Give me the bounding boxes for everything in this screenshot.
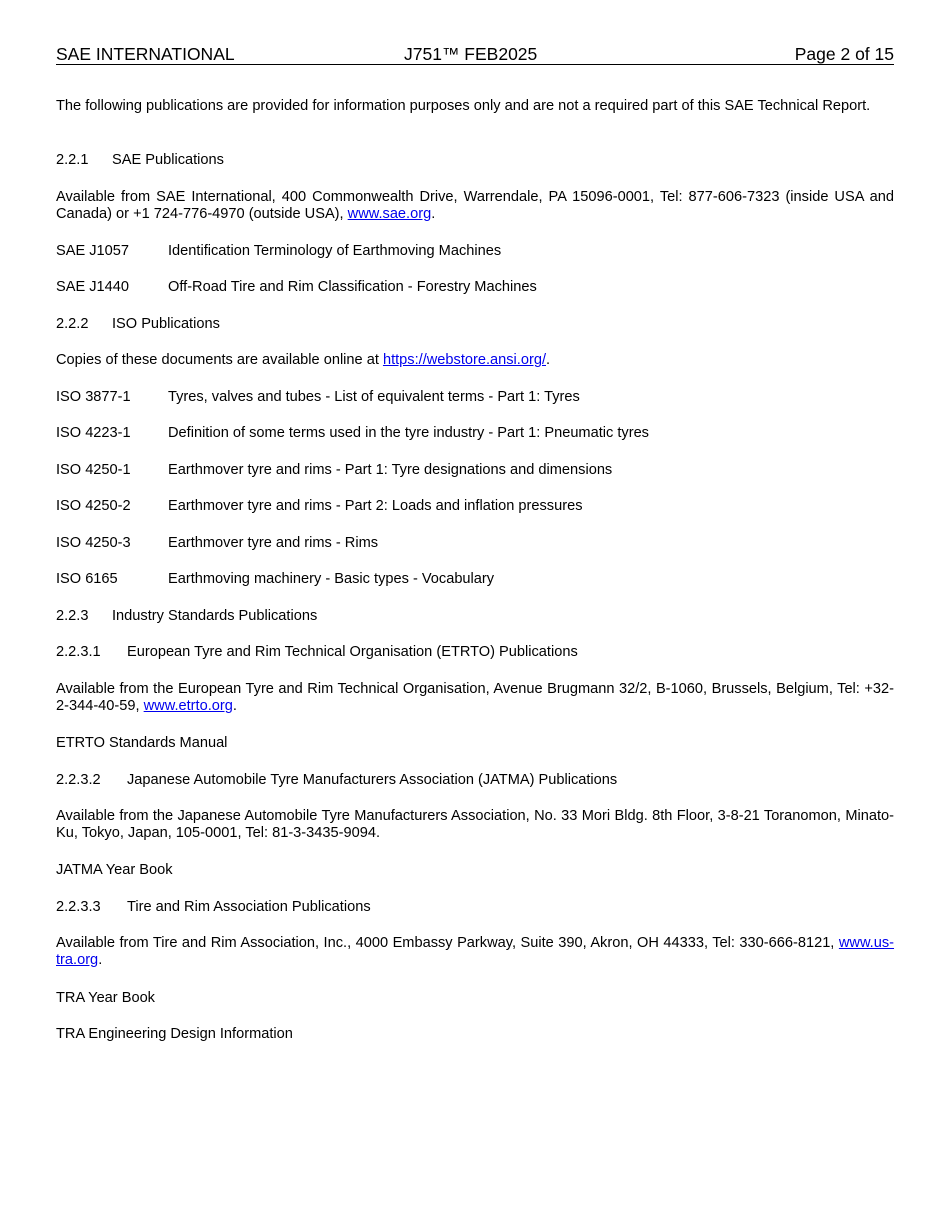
period: . [98,952,103,968]
reference-row [56,425,894,442]
section-number: 2.2.1 [56,152,89,168]
header-page-number: Page 2 of 15 [794,44,894,64]
section-heading-2-2-1 [56,152,894,169]
publication-item: JATMA Year Book [56,862,173,878]
reference-code: SAE J1440 [56,279,130,295]
etrto-link[interactable]: www.etrto.org [143,698,233,714]
jatma-availability: Available from the Japanese Automobile Tyre Manufacturers Association, No. 33 Mori Bldg. 8th Floor, 3-8-21 Toranomon, Minato-Ku, Tokyo, Japan, 105-0001, Tel: 81-3-3435-9094. [56,808,894,841]
page-header [56,44,894,65]
tra-link[interactable]: www.us-tra.org [56,935,895,968]
reference-code: SAE J1057 [56,243,130,259]
publication-item: TRA Year Book [56,990,155,1006]
reference-code: ISO 3877-1 [56,389,131,405]
section-number: 2.2.2 [56,316,89,332]
section-title: ISO Publications [112,316,220,332]
reference-title: Identification Terminology of Earthmoving Machines [168,243,502,259]
reference-row [56,535,894,552]
tra-availability-text: Available from Tire and Rim Association, Inc., 4000 Embassy Parkway, Suite 390, Akron, OH 44333, Tel: 330-666-8121, [56,935,835,951]
reference-code: ISO 4250-1 [56,462,131,478]
reference-code: ISO 4250-2 [56,498,131,514]
publication-item: ETRTO Standards Manual [56,735,228,751]
period: . [232,698,237,714]
reference-code: ISO 4250-3 [56,535,131,551]
publication-item: TRA Engineering Design Information [56,1026,293,1042]
sae-availability [56,189,894,223]
reference-row [56,498,894,515]
section-title: Industry Standards Publications [112,608,318,624]
reference-title: Earthmoving machinery - Basic types - Vocabulary [168,571,495,587]
reference-row [56,389,894,406]
section-heading-2-2-3-1 [56,644,894,661]
section-heading-2-2-3-2 [56,772,894,789]
reference-row [56,462,894,479]
section-title: Japanese Automobile Tyre Manufacturers Association (JATMA) Publications [127,772,618,788]
etrto-availability [56,681,894,715]
header-org: SAE INTERNATIONAL [56,44,235,64]
ansi-link[interactable]: https://webstore.ansi.org/ [382,352,546,368]
section-number: 2.2.3 [56,608,89,624]
reference-title: Earthmover tyre and rims - Rims [168,535,379,551]
section-number: 2.2.3.1 [56,644,101,660]
sae-link[interactable]: www.sae.org [347,206,432,222]
reference-row [56,279,894,296]
iso-availability-text: Copies of these documents are available online at [56,352,379,368]
header-doc-id: J751™ FEB2025 [404,44,538,64]
reference-row [56,571,894,588]
reference-title: Earthmover tyre and rims - Part 2: Loads and inflation pressures [168,498,583,514]
reference-title: Off-Road Tire and Rim Classification - Forestry Machines [168,279,537,295]
reference-title: Definition of some terms used in the tyre industry - Part 1: Pneumatic tyres [168,425,649,441]
etrto-availability-text: Available from the European Tyre and Rim Technical Organisation, Avenue Brugmann 32/2, B-1060, Brussels, Belgium, Tel: +32-2-344-40-59, [56,681,894,714]
section-number: 2.2.3.3 [56,899,101,915]
reference-code: ISO 6165 [56,571,118,587]
section-title: Tire and Rim Association Publications [127,899,371,915]
iso-availability [56,352,894,369]
period: . [546,352,551,368]
reference-row [56,243,894,260]
section-heading-2-2-2 [56,316,894,333]
period: . [431,206,436,222]
section-title: SAE Publications [112,152,224,168]
section-number: 2.2.3.2 [56,772,101,788]
tra-availability [56,935,894,969]
reference-code: ISO 4223-1 [56,425,131,441]
reference-title: Tyres, valves and tubes - List of equivalent terms - Part 1: Tyres [168,389,580,405]
intro-paragraph: The following publications are provided for information purposes only and are not a required part of this SAE Technical Report. [56,98,871,114]
reference-title: Earthmover tyre and rims - Part 1: Tyre designations and dimensions [168,462,613,478]
section-heading-2-2-3-3 [56,899,894,916]
section-title: European Tyre and Rim Technical Organisation (ETRTO) Publications [127,644,578,660]
section-heading-2-2-3 [56,608,894,625]
sae-availability-text: Available from SAE International, 400 Commonwealth Drive, Warrendale, PA 15096-0001, Tel: 877-606-7323 (inside USA and Canada) or +1 724-776-4970 (outside USA), [56,189,894,222]
